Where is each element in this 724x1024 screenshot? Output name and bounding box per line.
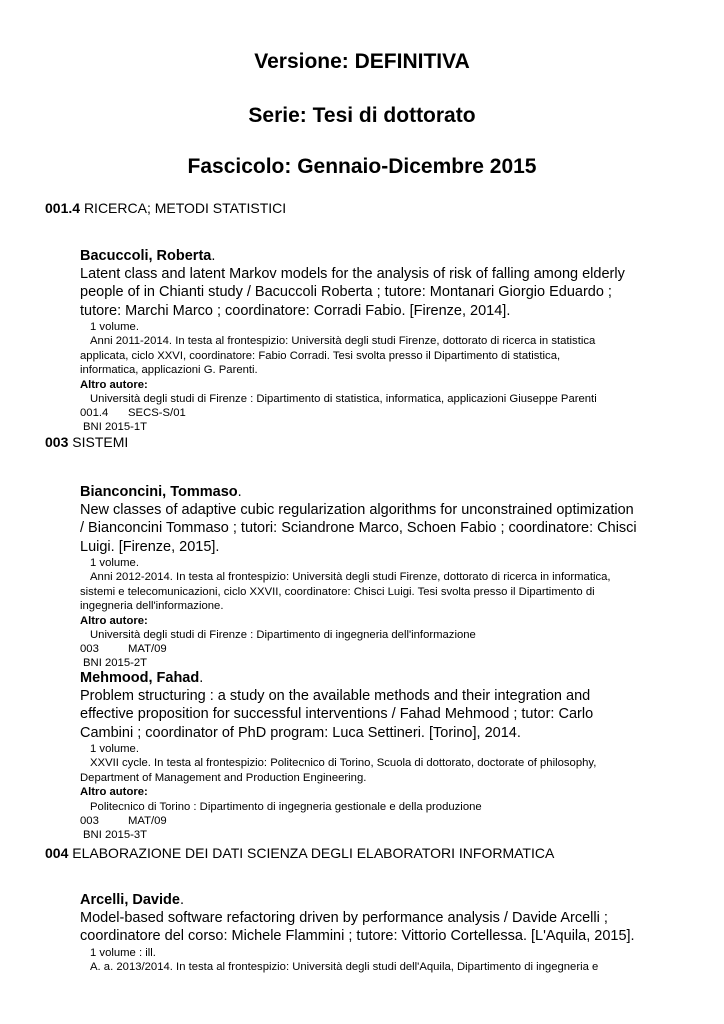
entry-note: XXVII cycle. In testa al frontespizio: Politecnico di Torino, Scuola di dottorato, doctorate of philosophy, Department of Management and Production Engineering. — [80, 757, 597, 784]
bibliographic-entry — [80, 892, 690, 974]
class-code: 003 — [80, 643, 99, 656]
bibliographic-entry — [80, 670, 690, 842]
entry-title: Latent class and latent Markov models for the analysis of risk of falling among elderly people of in Chianti study / Bacuccoli Roberta ; tutore: Montanari Giorgio Eduardo ; tutore: Marchi Marco ; coordinatore: Corradi Fabio. [Firenze, 2014]. — [80, 266, 625, 319]
entry-note: Anni 2012-2014. In testa al frontespizio: Università degli studi Firenze, dottorato di ricerca in informatica, sistemi e telecomunicazioni, ciclo XXVII, coordinatore: Chisci Luigi. Tesi svolta presso il Dipartimento di ingegneria dell'informazione. — [80, 571, 611, 613]
entry-author: Mehmood, Fahad. — [80, 670, 204, 686]
fascicolo-heading: Fascicolo: Gennaio-Dicembre 2015 — [187, 155, 537, 178]
altro-autore-label: Altro autore: — [80, 378, 148, 391]
class-sub: SECS-S/01 — [128, 407, 186, 420]
entry-volume: 1 volume. — [90, 742, 139, 755]
section-code: 001.4 — [45, 200, 81, 216]
bni-number: BNI 2015-2T — [83, 657, 148, 670]
serie-heading: Serie: Tesi di dottorato — [248, 104, 476, 127]
section-heading — [45, 434, 128, 450]
altro-autore-value: Università degli studi di Firenze : Dipartimento di statistica, informatica, applicazioni Giuseppe Parenti — [90, 392, 597, 405]
bni-number: BNI 2015-3T — [83, 828, 148, 841]
bibliographic-entry — [80, 484, 690, 670]
altro-autore-label: Altro autore: — [80, 614, 148, 627]
classification-row — [80, 642, 690, 656]
section-label: ELABORAZIONE DEI DATI SCIENZA DEGLI ELABORATORI INFORMATICA — [72, 845, 555, 861]
classification-row — [80, 406, 690, 420]
altro-autore-value: Politecnico di Torino : Dipartimento di ingegneria gestionale e della produzione — [90, 800, 482, 813]
altro-autore-value: Università degli studi di Firenze : Dipartimento di ingegneria dell'informazione — [90, 628, 476, 641]
class-sub: MAT/09 — [128, 814, 167, 827]
section-heading — [45, 845, 554, 861]
class-sub: MAT/09 — [128, 643, 167, 656]
altro-autore-label: Altro autore: — [80, 786, 148, 799]
section-code: 004 — [45, 845, 69, 861]
class-code: 003 — [80, 814, 99, 827]
entry-title: New classes of adaptive cubic regularization algorithms for unconstrained optimization / Bianconcini Tommaso ; tutori: Sciandrone Marco, Schoen Fabio ; coordinatore: Chisci Luigi. [Firenze, 2015]. — [80, 502, 637, 555]
bni-number: BNI 2015-1T — [83, 421, 148, 434]
classification-row — [80, 814, 690, 828]
section-code: 003 — [45, 434, 69, 450]
section-heading — [45, 200, 286, 216]
entry-note: Anni 2011-2014. In testa al frontespizio: Università degli studi Firenze, dottorato di ricerca in statistica applicata, ciclo XXVI, coordinatore: Fabio Corradi. Tesi svolta presso il Dipartimento di statistica, informatica, applicazioni G. Parenti. — [80, 335, 596, 377]
section-label: SISTEMI — [72, 434, 129, 450]
entry-title: Model-based software refactoring driven by performance analysis / Davide Arcelli ; coordinatore del corso: Michele Flammini ; tutore: Vittorio Cortellessa. [L'Aquila, 2015]. — [80, 910, 635, 945]
bibliographic-entry — [80, 248, 690, 434]
section-label: RICERCA; METODI STATISTICI — [83, 200, 287, 216]
entry-volume: 1 volume. — [90, 556, 139, 569]
entry-author: Arcelli, Davide. — [80, 892, 184, 908]
entry-volume: 1 volume : ill. — [90, 946, 156, 959]
entry-note: A. a. 2013/2014. In testa al frontespizio: Università degli studi dell'Aquila, Dipartimento di ingegneria e — [90, 961, 599, 973]
entry-author: Bacuccoli, Roberta. — [80, 248, 216, 264]
entry-volume: 1 volume. — [90, 320, 139, 333]
entry-title: Problem structuring : a study on the available methods and their integration and effective proposition for successful interventions / Fahad Mehmood ; tutor: Carlo Cambini ; coordinator of PhD program: Luca Settineri. [Torino], 2014. — [80, 688, 594, 741]
class-code: 001.4 — [80, 407, 109, 420]
entry-author: Bianconcini, Tommaso. — [80, 484, 242, 500]
versione-heading: Versione: DEFINITIVA — [254, 50, 470, 73]
